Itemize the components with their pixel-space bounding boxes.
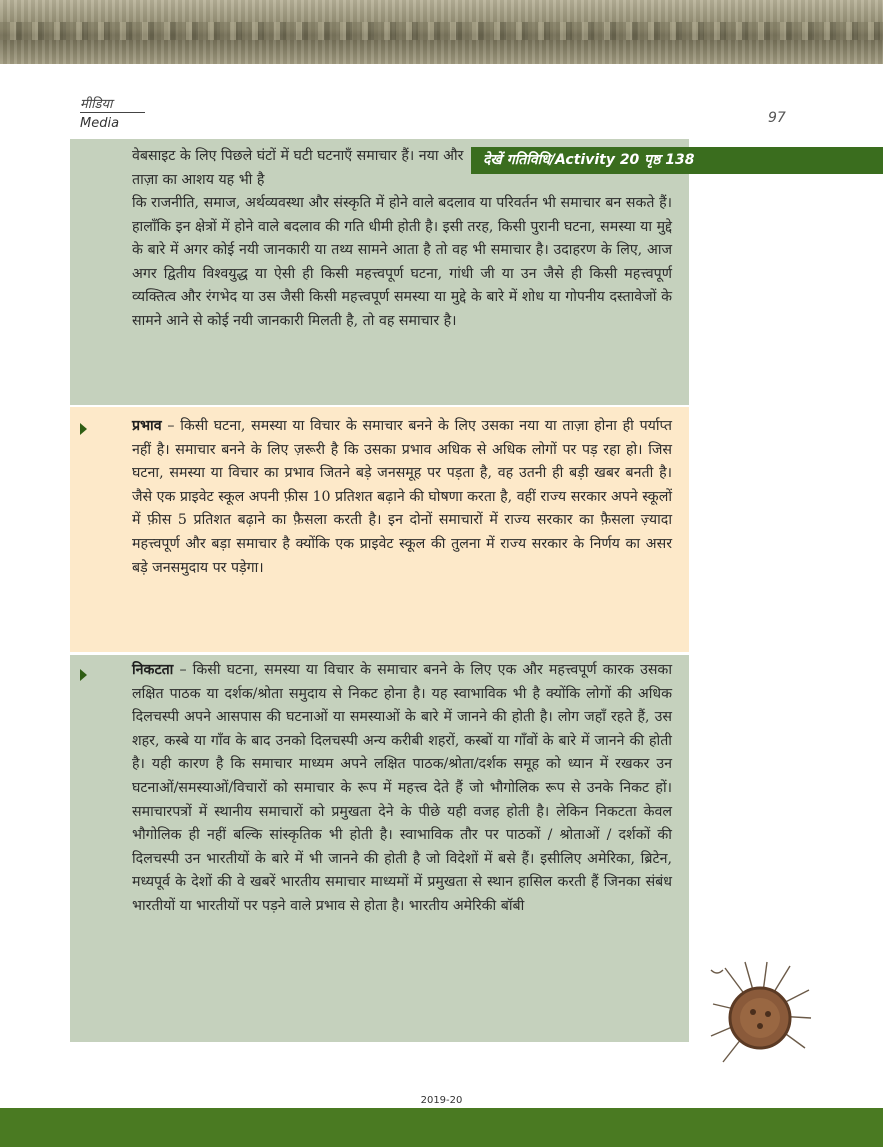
- prabhav-text-block: [70, 407, 689, 652]
- nikatta-text-block: [70, 655, 689, 1042]
- bullet-icon: [80, 669, 87, 681]
- shield-with-arrows-illustration: [705, 960, 815, 1070]
- header-divider: [80, 112, 145, 113]
- activity-reference-link[interactable]: देखें गतिविधि/Activity 20 पृष्ठ 138: [471, 147, 883, 174]
- intro-first-lines: वेबसाइट के लिए पिछले घंटों में घटी घटनाएँ समाचार हैं। नया और ताज़ा का आशय यह भी है: [132, 148, 464, 188]
- page-number: 97: [768, 110, 786, 126]
- academic-year: 2019-20: [420, 1095, 463, 1106]
- nikatta-body: – किसी घटना, समस्या या विचार के समाचार बनने के लिए एक और महत्त्वपूर्ण कारक उसका लक्षित पाठक या दर्शक/श्रोता समुदाय से निकट होना है। यह स्वाभाविक भी है क्योंकि लोगों की अधिक दिलचस्पी अपने आसपास की घटनाओं या समस्याओं के बारे में जानने की होती है। लोग जहाँ रहते हैं, उस शहर, कस्बे या गाँव के बाद उनको दिलचस्पी अन्य करीबी शहरों, कस्बों या गाँवों के बारे में जानने की होती है। यही कारण है कि समाचार माध्यम अपने लक्षित पाठक/श्रोता/दर्शक समूह को ध्यान में रखकर उन घटनाओं/समस्याओं/विचारों को समाचार के रूप में महत्त्व देते हैं जो भौगोलिक रूप से उनके निकट हों। समाचारपत्रों में स्थानीय समाचारों को प्रमुखता देने के पीछे यही वजह होती है। लेकिन निकटता केवल भौगोलिक ही नहीं बल्कि सांस्कृतिक भी होती है। स्वाभाविक तौर पर पाठकों / श्रोताओं / दर्शकों की दिलचस्पी उन भारतीयों के बारे में भी जानने की होती है जो विदेशों में बसे हैं। इसीलिए अमेरिका, ब्रिटेन, मध्यपूर्व के देशों की वे खबरें भारतीय समाचार माध्यमों में प्रमुखता से स्थान हासिल करती हैं जिनका संबंध भारतीयों या भारतीयों पर पड़ने वाले प्रभाव से होता है। भारतीय अमेरिकी बॉबी: [132, 662, 672, 914]
- intro-text-block: [70, 139, 689, 405]
- section-title-hindi: मीडिया: [80, 97, 113, 112]
- footer-bar: [0, 1108, 883, 1147]
- nikatta-paragraph: [132, 659, 672, 919]
- section-title-english: Media: [80, 116, 120, 131]
- intro-paragraph: कि राजनीति, समाज, अर्थव्यवस्था और संस्कृति में होने वाले बदलाव या परिवर्तन भी समाचार बन सकते हैं। हालाँकि इन क्षेत्रों में होने वाले बदलाव की गति धीमी होती है। इसी तरह, किसी पुरानी घटना, समस्या या मुद्दे के बारे में अगर कोई नयी जानकारी या तथ्य सामने आता है तो वह भी समाचार है। उदाहरण के लिए, आज अगर द्वितीय विश्वयुद्ध या ऐसी ही किसी महत्त्वपूर्ण घटना, गांधी जी या उन जैसे ही किसी महत्त्वपूर्ण व्यक्तित्व और रंगभेद या उस जैसी किसी महत्त्वपूर्ण समस्या या मुद्दे के बारे में शोध या गोपनीय दस्तावेजों के सामने आने से कोई नयी जानकारी मिलती है, तो वह समाचार है।: [132, 195, 672, 329]
- prabhav-paragraph: [132, 415, 672, 580]
- nikatta-term: निकटता: [132, 662, 174, 678]
- prabhav-body: – किसी घटना, समस्या या विचार के समाचार बनने के लिए उसका नया या ताज़ा होना ही पर्याप्त नहीं है। समाचार बनने के लिए ज़रूरी है कि उसका प्रभाव अधिक से अधिक लोगों पर पड़ रहा हो। जिस घटना, समस्या या विचार का प्रभाव जितने बड़े जनसमूह पर पड़ता है, वह उतनी ही बड़ी खबर बनती है। जैसे एक प्राइवेट स्कूल अपनी फ़ीस 10 प्रतिशत बढ़ाने की घोषणा करता है, वहीं राज्य सरकार अपने स्कूलों में फ़ीस 5 प्रतिशत बढ़ाने का फ़ैसला करती है। इन दोनों समाचारों में राज्य सरकार का फ़ैसला ज़्यादा महत्त्वपूर्ण और बड़ा समाचार है क्योंकि एक प्राइवेट स्कूल की तुलना में राज्य सरकार के निर्णय का असर बड़े जनसमुदाय पर पड़ेगा।: [132, 418, 672, 576]
- bullet-icon: [80, 423, 87, 435]
- decorative-top-banner: [0, 0, 883, 64]
- prabhav-term: प्रभाव: [132, 418, 162, 434]
